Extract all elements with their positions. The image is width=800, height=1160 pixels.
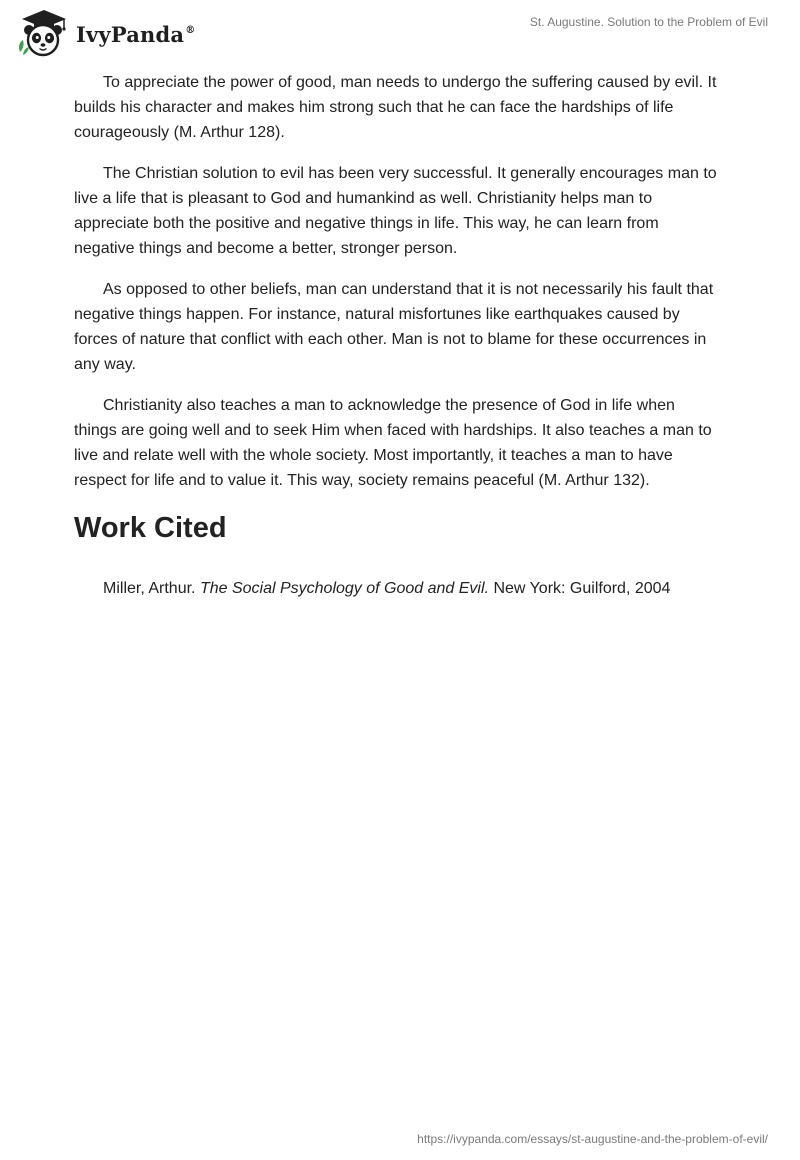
citation-author: Miller, Arthur. <box>103 580 196 597</box>
document-title: St. Augustine. Solution to the Problem of Evil <box>529 15 768 29</box>
registered-mark: ® <box>185 24 196 36</box>
paragraph: As opposed to other beliefs, man can understand that it is not necessarily his fault that negative things happen. For instance, natural misfortunes like earthquakes caused by forces of nature that conflict with each other. Man is not to blame for these occurrences in any way. <box>74 281 714 373</box>
panda-graduate-logo-icon <box>14 8 72 58</box>
citation-title: The Social Psychology of Good and Evil. <box>199 580 489 597</box>
works-cited-heading: Work Cited <box>74 512 227 544</box>
paragraph: The Christian solution to evil has been very successful. It generally encourages man to live a life that is pleasant to God and humankind as well. Christianity helps man to appreciate both the positive and negative things in life. This way, he can learn from negative things and become a better, stronger person. <box>74 165 717 257</box>
brand-name: IvyPanda® <box>76 21 196 47</box>
citation-publication: New York: Guilford, 2004 <box>493 580 671 597</box>
paragraph: To appreciate the power of good, man needs to undergo the suffering caused by evil. It builds his character and makes him strong such that he can face the hardships of life courageously (M. Arthur 128). <box>74 74 717 141</box>
ivypanda-logo[interactable] <box>14 8 195 58</box>
paragraph: Christianity also teaches a man to acknowledge the presence of God in life when things are going well and to seek Him when faced with hardships. It also teaches a man to live and relate well with the whole society. Most importantly, it teaches a man to have respect for life and to value it. This way, society remains peaceful (M. Arthur 132). <box>74 397 712 489</box>
essay-body <box>74 70 722 601</box>
source-url[interactable]: https://ivypanda.com/essays/st-augustine-and-the-problem-of-evil/ <box>417 1132 768 1146</box>
citation-entry <box>74 576 722 601</box>
page-header <box>0 0 800 70</box>
